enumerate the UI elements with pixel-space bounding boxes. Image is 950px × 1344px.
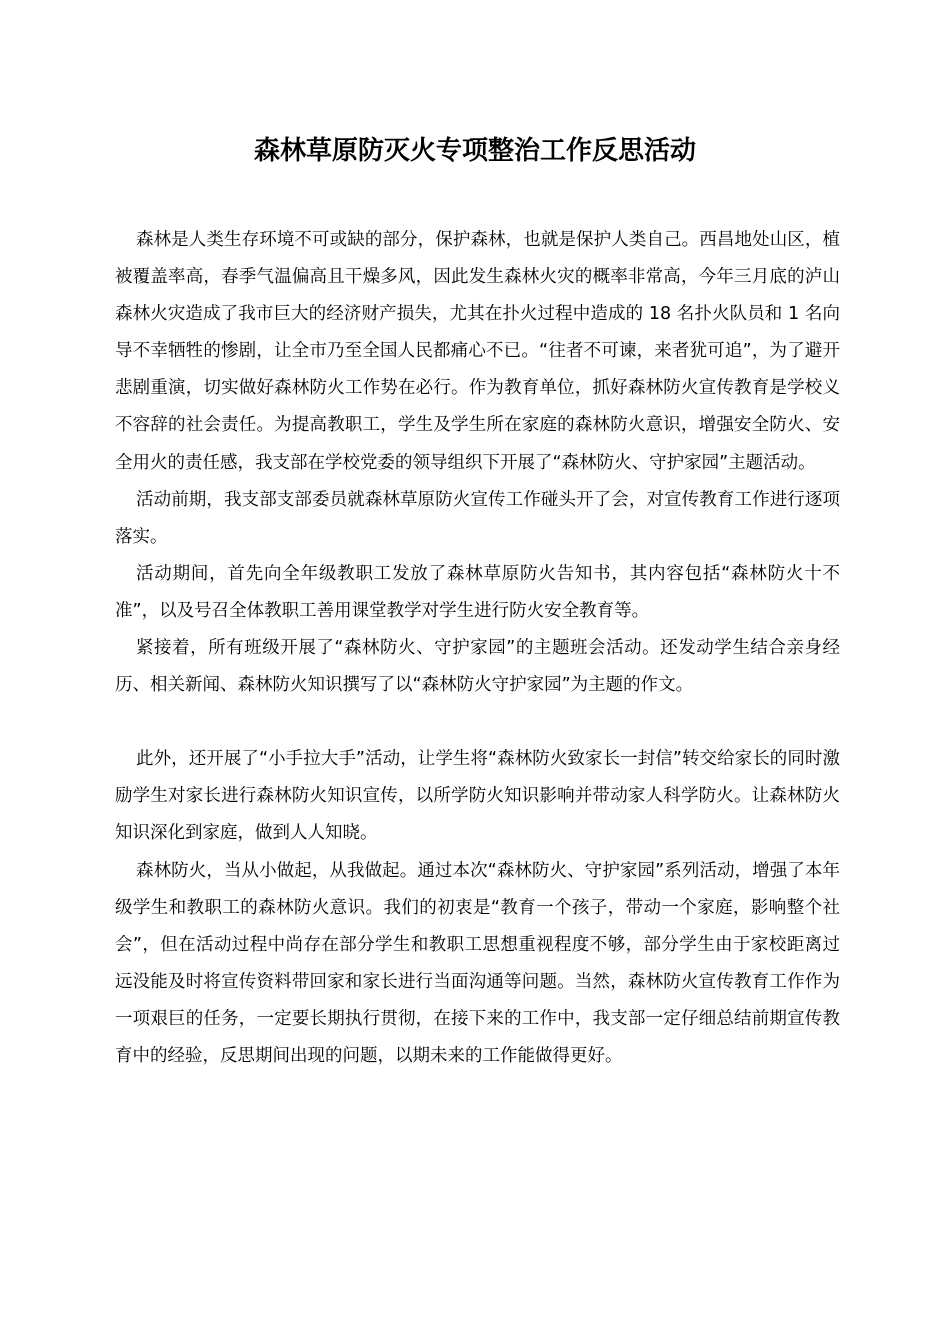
paragraph-intro: 森林是人类生存环境不可或缺的部分，保护森林，也就是保护人类自己。西昌地处山区，植被覆盖率高，春季气温偏高且干燥多风，因此发生森林火灾的概率非常高，今年三月底的泸山森林火灾造成了我市巨大的经济财产损失，尤其在扑火过程中造成的 18 名扑火队员和 1 名向导不幸牺牲的惨剧，让全市乃至全国人民都痛心不已。“往者不可谏，来者犹可追”，为了避开悲剧重演，切实做好森林防火工作势在必行。作为教育单位，抓好森林防火宣传教育是学校义不容辞的社会责任。为提高教职工，学生及学生所在家庭的森林防火意识，增强安全防火、安全用火的责任感，我支部在学校党委的领导组织下开展了“森林防火、守护家园”主题活动。 [115, 230, 840, 473]
paragraph-reflection: 森林防火，当从小做起，从我做起。通过本次“森林防火、守护家园”系列活动，增强了本年级学生和教职工的森林防火意识。我们的初衷是“教育一个孩子，带动一个家庭，影响整个社会”，但在活动过程中尚存在部分学生和教职工思想重视程度不够，部分学生由于家校距离过远没能及时将宣传资料带回家和家长进行当面沟通等问题。当然，森林防火宣传教育工作作为一项艰巨的任务，一定要长期执行贯彻，在接下来的工作中，我支部一定仔细总结前期宣传教育中的经验，反思期间出现的问题，以期未来的工作能做得更好。 [115, 860, 840, 1066]
paragraph-activity-period: 活动期间，首先向全年级教职工发放了森林草原防火告知书，其内容包括“森林防火十不准”，以及号召全体教职工善用课堂教学对学生进行防火安全教育等。 [115, 563, 840, 621]
document-title: 森林草原防灭火专项整治工作反思活动 [253, 136, 696, 166]
paragraph-preparation: 活动前期，我支部支部委员就森林草原防火宣传工作碰头开了会，对宣传教育工作进行逐项落实。 [115, 489, 840, 547]
document-body [115, 222, 840, 1075]
paragraph-class-meetings: 紧接着，所有班级开展了“森林防火、守护家园”的主题班会活动。还发动学生结合亲身经历、相关新闻、森林防火知识撰写了以“森林防火守护家园”为主题的作文。 [115, 638, 840, 696]
paragraph-parent-outreach: 此外，还开展了“小手拉大手”活动，让学生将“森林防火致家长一封信”转交给家长的同时激励学生对家长进行森林防火知识宣传，以所学防火知识影响并带动家人科学防火。让森林防火知识深化到家庭，做到人人知晓。 [115, 749, 840, 844]
